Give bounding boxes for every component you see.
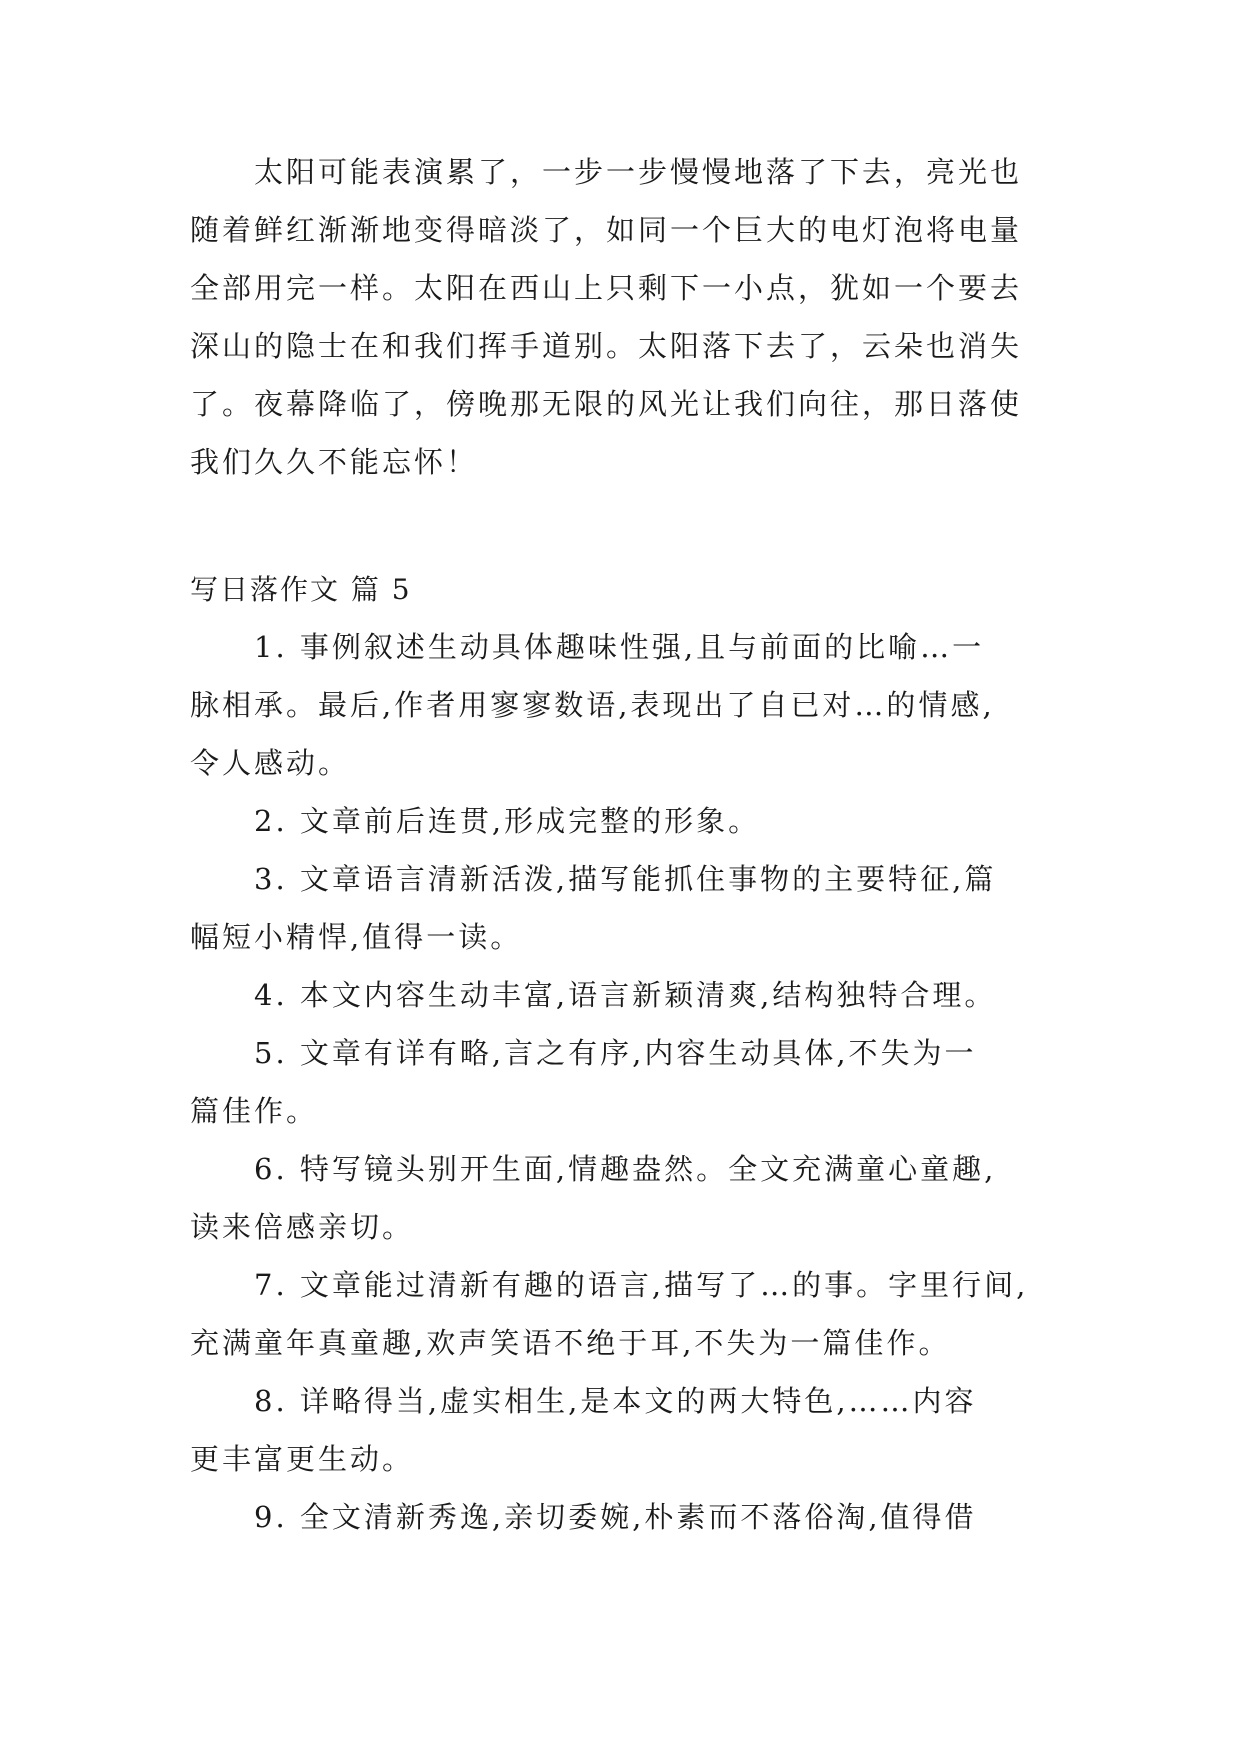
- intro-line-2: 随着鲜红渐渐地变得暗淡了，如同一个巨大的电灯泡将电量: [190, 213, 1023, 247]
- comment-3-line-2: 幅短小精悍,值得一读。: [190, 920, 523, 954]
- intro-line-1: 太阳可能表演累了，一步一步慢慢地落了下去，亮光也: [254, 155, 1023, 189]
- comment-8-line-1: 8. 详略得当,虚实相生,是本文的两大特色,……内容: [254, 1384, 977, 1418]
- comment-1-line-3: 令人感动。: [190, 746, 351, 780]
- comment-5-line-1: 5. 文章有详有略,言之有序,内容生动具体,不失为一: [254, 1036, 977, 1070]
- comment-2-line-1: 2. 文章前后连贯,形成完整的形象。: [254, 804, 761, 838]
- comment-3-line-1: 3. 文章语言清新活泼,描写能抓住事物的主要特征,篇: [254, 862, 997, 896]
- comment-1-line-2: 脉相承。最后,作者用寥寥数语,表现出了自已对…的情感,: [190, 688, 995, 722]
- intro-line-4: 深山的隐士在和我们挥手道别。太阳落下去了，云朵也消失: [190, 329, 1023, 363]
- intro-line-6: 我们久久不能忘怀！: [190, 445, 479, 479]
- intro-line-5: 了。夜幕降临了，傍晚那无限的风光让我们向往，那日落使: [190, 387, 1023, 421]
- comment-7-line-2: 充满童年真童趣,欢声笑语不绝于耳,不失为一篇佳作。: [190, 1326, 951, 1360]
- comment-4-line-1: 4. 本文内容生动丰富,语言新颖清爽,结构独特合理。: [254, 978, 997, 1012]
- comment-6-line-1: 6. 特写镜头别开生面,情趣盎然。全文充满童心童趣,: [254, 1152, 997, 1186]
- comment-8-line-2: 更丰富更生动。: [190, 1442, 415, 1476]
- comment-1-line-1: 1. 事例叙述生动具体趣味性强,且与前面的比喻…一: [254, 630, 985, 664]
- comment-7-line-1: 7. 文章能过清新有趣的语言,描写了…的事。字里行间,: [254, 1268, 1029, 1302]
- section-heading: 写日落作文 篇 5: [190, 573, 412, 606]
- comment-9-line-1: 9. 全文清新秀逸,亲切委婉,朴素而不落俗淘,值得借: [254, 1500, 977, 1534]
- intro-line-3: 全部用完一样。太阳在西山上只剩下一小点，犹如一个要去: [190, 271, 1023, 305]
- comment-6-line-2: 读来倍感亲切。: [190, 1210, 415, 1244]
- comment-5-line-2: 篇佳作。: [190, 1094, 319, 1128]
